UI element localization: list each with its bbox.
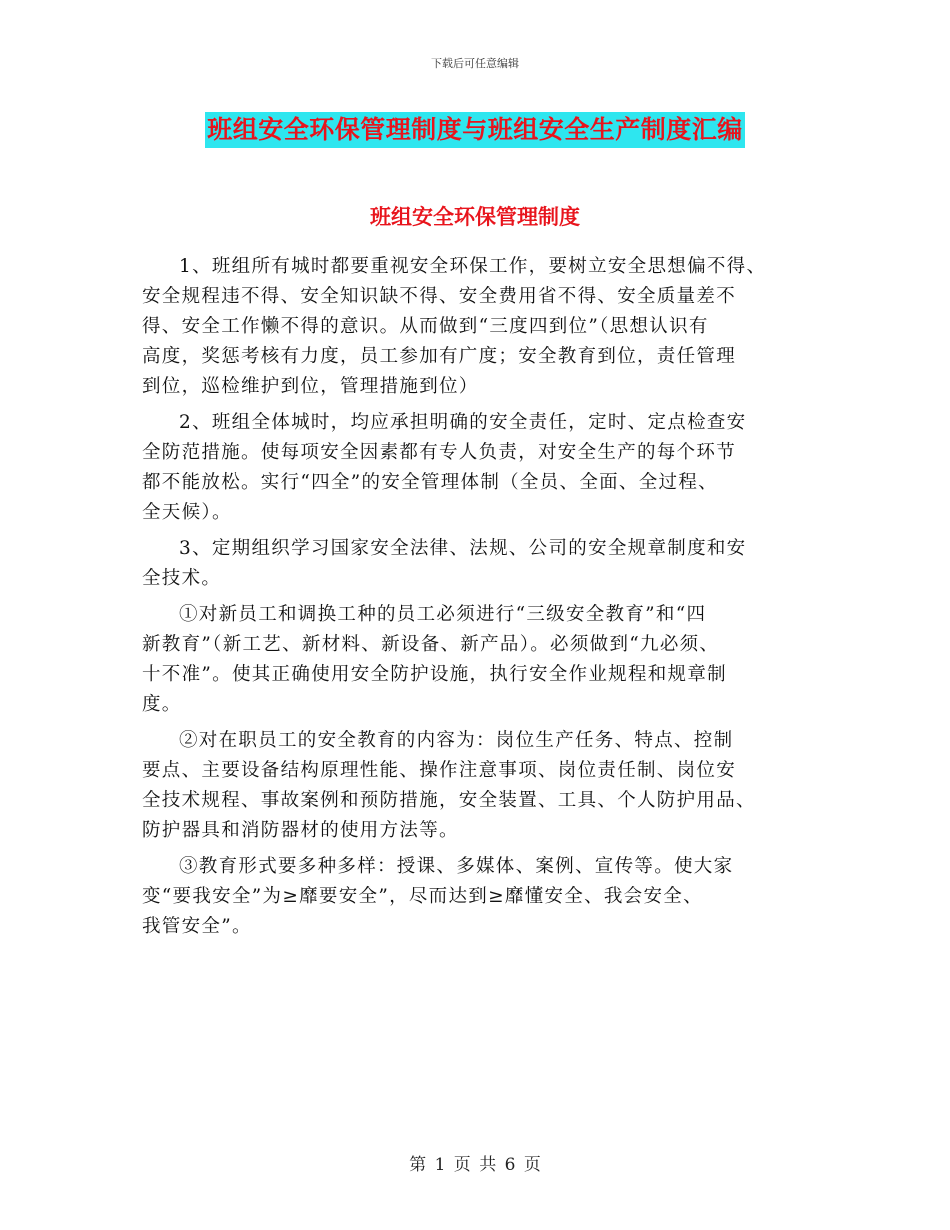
paragraph-line: 防护器具和消防器材的使用方法等。 [142, 820, 459, 841]
paragraph-line: 要点、主要设备结构原理性能、操作注意事项、岗位责任制、岗位安 [142, 760, 737, 781]
paragraph-line: 全技术规程、事故案例和预防措施，安全装置、工具、个人防护用品、 [142, 790, 756, 811]
paragraph-5 [142, 726, 812, 846]
paragraph-3 [142, 534, 812, 594]
document-body [142, 252, 812, 948]
paragraph-line: 1、班组所有城时都要重视安全环保工作，要树立安全思想偏不得、 [179, 256, 767, 277]
document-title-wrap [0, 112, 950, 148]
paragraph-line: 度。 [142, 694, 182, 715]
paragraph-6 [142, 852, 812, 942]
section-title: 班组安全环保管理制度 [370, 204, 580, 229]
paragraph-line: 全技术。 [142, 568, 222, 589]
paragraph-line: ②对在职员工的安全教育的内容为：岗位生产任务、特点、控制 [179, 730, 734, 751]
paragraph-line: 我管安全”。 [142, 916, 252, 937]
paragraph-line: 2、班组全体城时，均应承担明确的安全责任，定时、定点检查安 [179, 412, 747, 433]
paragraph-line: 变“要我安全”为≥靡要安全”，尽而达到≥靡懂安全、我会安全、 [142, 886, 703, 907]
header-note: 下载后可任意编辑 [431, 57, 519, 70]
paragraph-line: 3、定期组织学习国家安全法律、法规、公司的安全规章制度和安 [179, 538, 747, 559]
paragraph-4 [142, 600, 812, 720]
paragraph-line: 全天候）。 [142, 502, 232, 523]
paragraph-line: ③教育形式要多种多样：授课、多媒体、案例、宣传等。使大家 [179, 856, 734, 877]
paragraph-line: 全防范措施。使每项安全因素都有专人负责，对安全生产的每个环节 [142, 442, 737, 463]
paragraph-line: 都不能放松。实行“四全”的安全管理体制（全员、全面、全过程、 [142, 472, 718, 493]
paragraph-1 [142, 252, 812, 402]
document-title: 班组安全环保管理制度与班组安全生产制度汇编 [205, 112, 745, 148]
paragraph-2 [142, 408, 812, 528]
page-footer: 第 1 页 共 6 页 [409, 1155, 541, 1175]
paragraph-line: 新教育”（新工艺、新材料、新设备、新产品）。必须做到“九必须、 [142, 634, 720, 655]
paragraph-line: 高度，奖惩考核有力度，员工参加有广度；安全教育到位，责任管理 [142, 346, 737, 367]
paragraph-line: 安全规程违不得、安全知识缺不得、安全费用省不得、安全质量差不 [142, 286, 737, 307]
paragraph-line: 得、安全工作懒不得的意识。从而做到“三度四到位”（思想认识有 [142, 316, 709, 337]
paragraph-line: ①对新员工和调换工种的员工必须进行“三级安全教育”和“四 [179, 604, 707, 625]
paragraph-line: 十不准”。使其正确使用安全防护设施，执行安全作业规程和规章制 [142, 664, 727, 685]
paragraph-line: 到位，巡检维护到位，管理措施到位） [142, 376, 479, 397]
